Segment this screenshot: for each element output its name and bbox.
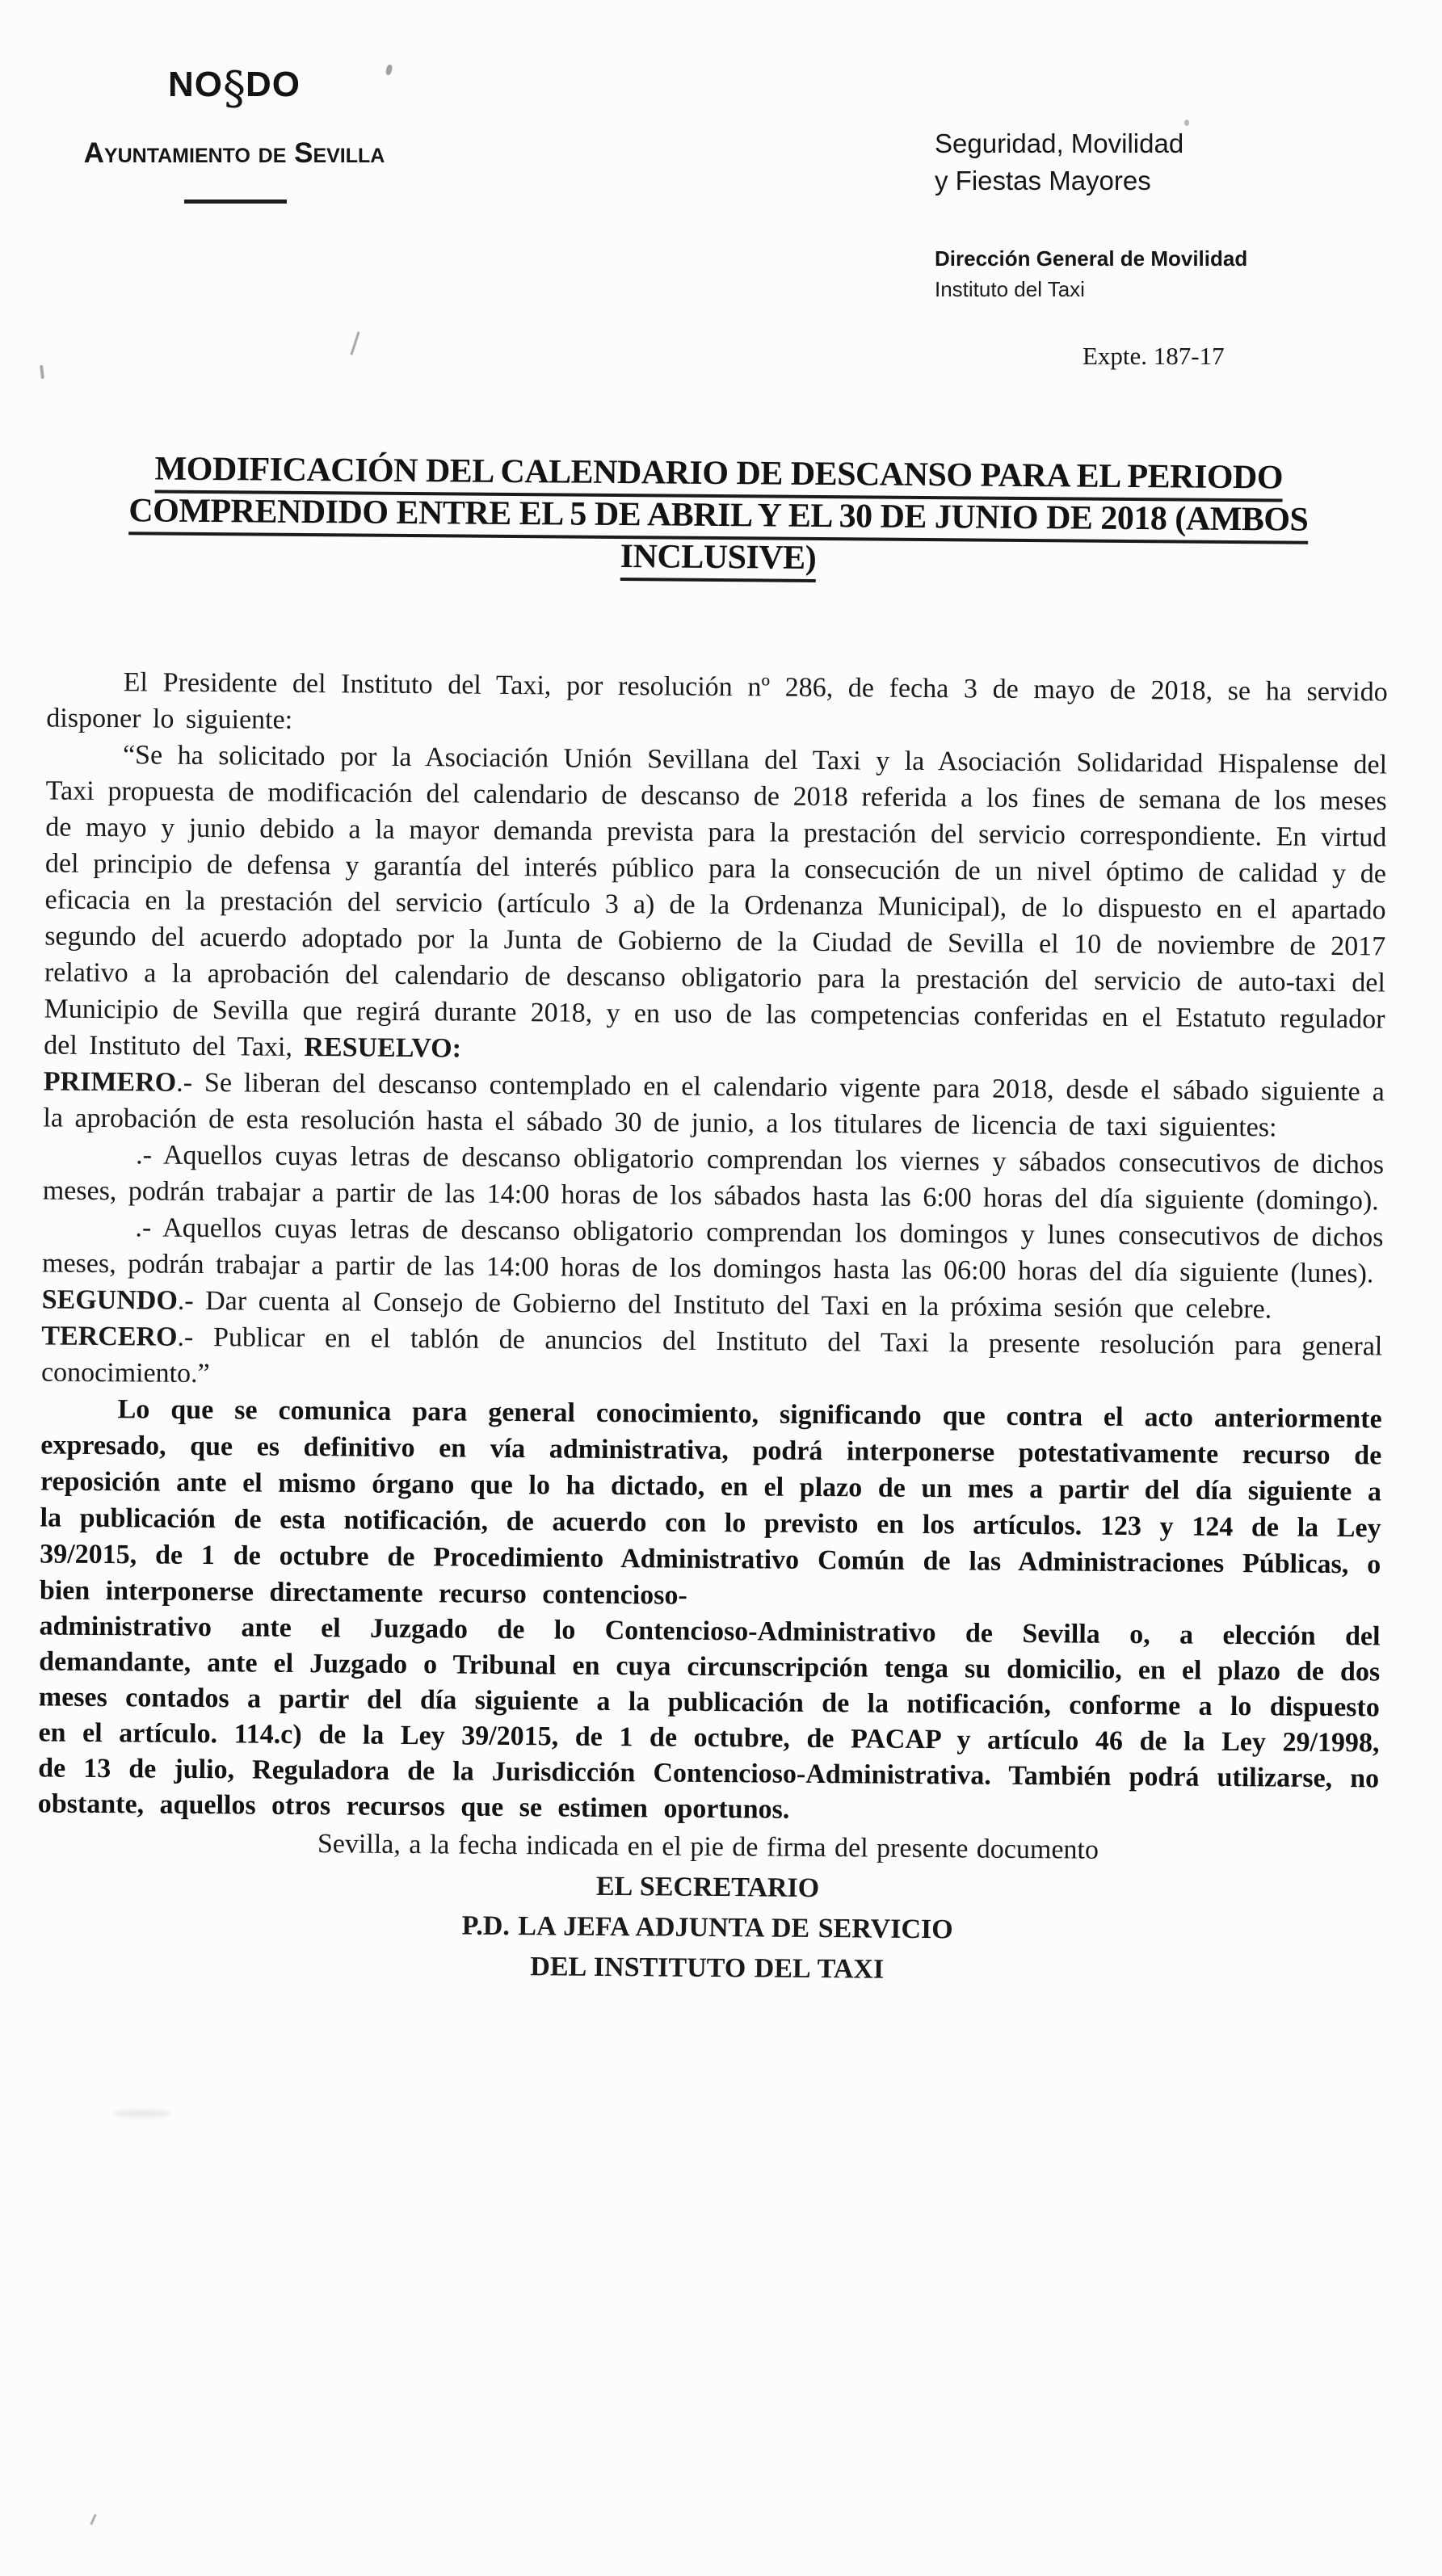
legal-notice-paragraph-1: Lo que se comunica para general conocimiento, significando que contra el acto anteriormente expresado, que es definitivo en vía administrativa, podrá interponerse potestativamente recurso de reposición ante el mismo órgano que lo ha dictado, en el plazo de un mes a partir del día siguiente a la publicación de esta notificación, de acuerdo con lo previsto en los artículos. 123 y 124 de la Ley 39/2015, de 1 de octubre de Procedimiento Administrativo Común de las Administraciones Públicas, o bien interponerse directamente recurso contencioso- <box>39 1394 1382 1611</box>
document-title-line: COMPRENDIDO ENTRE EL 5 DE ABRIL Y EL 30 DE JUNIO DE 2018 (AMBOS <box>48 489 1389 541</box>
rest-exemption-friday-saturday: .- Aquellos cuyas letras de descanso obligatorio comprendan los viernes y sábados consecutivos de dichos meses, podrán trabajar a partir de las 14:00 horas de los sábados hasta las 6:00 horas del día siguiente (domingo). <box>42 1140 1385 1217</box>
deputy-head-title: P.D. LA JEFA ADJUNTA DE SERVICIO <box>461 1910 953 1945</box>
resolution-tercero-text: .- Publicar en el tablón de anuncios del Instituto del Taxi la presente resolución para general conocimiento.” <box>40 1322 1383 1389</box>
quoted-resolution-paragraph <box>44 736 1387 1074</box>
area-title <box>935 125 1183 200</box>
secretary-title: EL SECRETARIO <box>595 1871 820 1904</box>
document-title-line: INCLUSIVE) <box>48 531 1389 583</box>
resolution-primero-label: PRIMERO <box>43 1066 177 1098</box>
nosdo-madeja-icon: § <box>223 62 246 115</box>
resolution-primero <box>43 1063 1385 1146</box>
scan-artifact <box>1184 120 1189 126</box>
scan-artifact <box>385 64 393 75</box>
signature-block <box>36 1822 1379 1994</box>
nosdo-logo-right: DO <box>246 65 301 104</box>
legal-notice-paragraph-2: administrativo ante el Juzgado de lo Contencioso-Administrativo de Sevilla o, a elección del demandante, ante el Juzgado o Tribunal en cuya circunscripción tenga su domicilio, en el plazo de dos meses contados a partir del día siguiente a la publicación de la notificación, conforme a lo dispuesto en el artículo. 114.c) de la Ley 39/2015, de 1 de octubre, de PACAP y artículo 46 de la Ley 29/1998, de 13 de julio, Reguladora de la Jurisdicción Contencioso-Administrativa. También podrá utilizarse, no obstante, aquellos otros recursos que se estimen oportunos. <box>37 1611 1381 1825</box>
institute-title: DEL INSTITUTO DEL TAXI <box>530 1952 885 1985</box>
document-title <box>48 447 1389 583</box>
directorate-name: Dirección General de Movilidad <box>935 246 1248 271</box>
intro-paragraph: El Presidente del Instituto del Taxi, por resolución nº 286, de fecha 3 de mayo de 2018, se ha servido disponer lo siguiente: <box>46 667 1388 735</box>
scan-artifact <box>350 331 359 355</box>
resuelvo-keyword: RESUELVO: <box>304 1032 462 1064</box>
nosdo-logo-left: NO <box>168 65 223 104</box>
rest-exemption-sunday-monday: .- Aquellos cuyas letras de descanso obligatorio comprendan los domingos y lunes consecutivos de dichos meses, podrán trabajar a partir de las 14:00 horas de los domingos hasta las 06:00 horas del día siguiente (lunes). <box>41 1212 1384 1289</box>
resolution-tercero-label: TERCERO <box>41 1321 178 1352</box>
scan-artifact <box>90 2514 96 2525</box>
resolution-tercero <box>41 1317 1383 1401</box>
file-reference: Expte. 187-17 <box>1083 342 1225 370</box>
document-title-line: MODIFICACIÓN DEL CALENDARIO DE DESCANSO PARA EL PERIODO <box>48 447 1389 499</box>
scan-artifact <box>40 365 44 379</box>
logo-divider-rule <box>184 200 287 204</box>
institute-name: Instituto del Taxi <box>935 277 1085 301</box>
place-line: Sevilla, a la fecha indicada en el pie de firma del presente documento <box>317 1829 1099 1865</box>
resolution-segundo-label: SEGUNDO <box>41 1284 179 1316</box>
scan-artifact <box>113 2110 171 2117</box>
resolution-segundo-text: .- Dar cuenta al Consejo de Gobierno del Instituto del Taxi en la próxima sesión que celebre. <box>177 1285 1272 1325</box>
quoted-resolution-text: “Se ha solicitado por la Asociación Unión Sevillana del Taxi y la Asociación Solidaridad Hispalense del Taxi propuesta de modificación del calendario de descanso de 2018 referida a los fines de semana de los meses de mayo y junio debido a la mayor demanda prevista para la prestación del servicio correspondiente. En virtud del principio de defensa y garantía del interés público para la consecución de un nivel óptimo de calidad y de eficacia en la prestación del servicio (artículo 3 a) de la Ordenanza Municipal), de lo dispuesto en el apartado segundo del acuerdo adoptado por la Junta de Gobierno de la Ciudad de Sevilla el 10 de noviembre de 2017 relativo a la aprobación del calendario de descanso obligatorio para la prestación del servicio de auto-taxi del Municipio de Sevilla que regirá durante 2018, y en uso de las competencias conferidas en el Estatuto regulador del Instituto del Taxi, <box>44 740 1388 1062</box>
area-title-line1: Seguridad, Movilidad <box>935 128 1184 158</box>
document-body <box>36 447 1389 1994</box>
resolution-primero-text: .- Se liberan del descanso contemplado en el calendario vigente para 2018, desde el sábado siguiente a la aprobación de esta resolución hasta el sábado 30 de junio, a los titulares de licencia de taxi siguientes: <box>43 1067 1385 1143</box>
nosdo-logo <box>153 62 315 115</box>
area-title-line2: y Fiestas Mayores <box>935 166 1151 195</box>
org-name: Ayuntamiento de Sevilla <box>83 137 385 169</box>
